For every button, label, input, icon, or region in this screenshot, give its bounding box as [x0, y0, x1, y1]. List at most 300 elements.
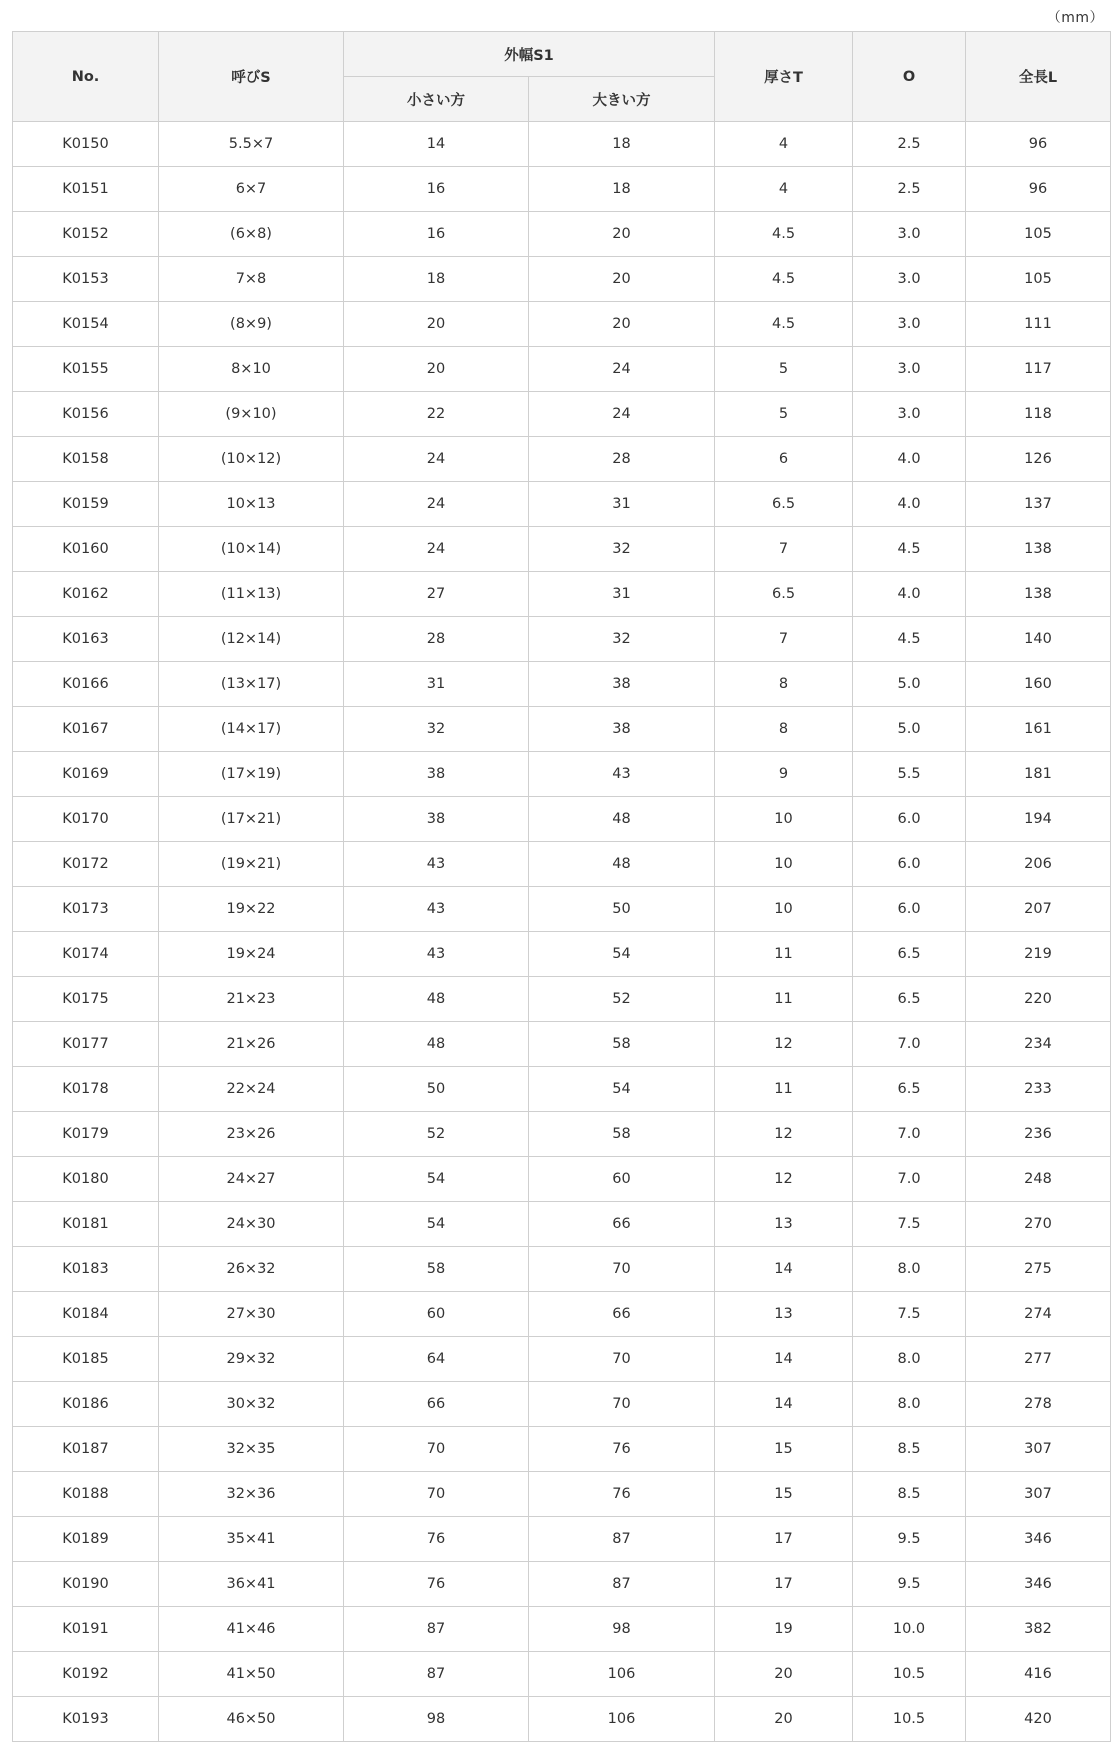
- table-row: [13, 1472, 1111, 1517]
- cell-no: K0153: [13, 257, 159, 302]
- cell-nominal: 23×26: [159, 1112, 344, 1157]
- cell-thickness: 15: [715, 1427, 853, 1472]
- cell-outer-small: 54: [344, 1202, 529, 1247]
- cell-nominal: 26×32: [159, 1247, 344, 1292]
- cell-outer-small: 18: [344, 257, 529, 302]
- cell-o: 3.0: [853, 302, 966, 347]
- cell-outer-small: 48: [344, 977, 529, 1022]
- cell-outer-large: 106: [529, 1652, 715, 1697]
- table-row: [13, 1337, 1111, 1382]
- cell-thickness: 12: [715, 1022, 853, 1067]
- cell-length: 219: [966, 932, 1111, 977]
- table-row: [13, 1202, 1111, 1247]
- cell-outer-small: 60: [344, 1292, 529, 1337]
- cell-thickness: 12: [715, 1112, 853, 1157]
- cell-o: 6.0: [853, 842, 966, 887]
- cell-outer-small: 31: [344, 662, 529, 707]
- table-row: [13, 842, 1111, 887]
- cell-nominal: 6×7: [159, 167, 344, 212]
- cell-outer-small: 64: [344, 1337, 529, 1382]
- cell-outer-small: 16: [344, 167, 529, 212]
- cell-outer-large: 87: [529, 1517, 715, 1562]
- table-row: [13, 1292, 1111, 1337]
- cell-thickness: 17: [715, 1562, 853, 1607]
- cell-o: 4.0: [853, 572, 966, 617]
- cell-thickness: 8: [715, 662, 853, 707]
- cell-no: K0192: [13, 1652, 159, 1697]
- cell-nominal: 24×27: [159, 1157, 344, 1202]
- cell-o: 5.0: [853, 707, 966, 752]
- cell-nominal: (9×10): [159, 392, 344, 437]
- cell-outer-small: 98: [344, 1697, 529, 1742]
- cell-nominal: (17×19): [159, 752, 344, 797]
- cell-outer-large: 76: [529, 1472, 715, 1517]
- table-row: [13, 1517, 1111, 1562]
- table-row: [13, 482, 1111, 527]
- cell-thickness: 14: [715, 1247, 853, 1292]
- cell-thickness: 8: [715, 707, 853, 752]
- cell-length: 277: [966, 1337, 1111, 1382]
- cell-length: 307: [966, 1427, 1111, 1472]
- cell-outer-large: 70: [529, 1337, 715, 1382]
- spec-table: [12, 31, 1111, 1742]
- table-row: [13, 887, 1111, 932]
- cell-thickness: 11: [715, 977, 853, 1022]
- cell-o: 3.0: [853, 257, 966, 302]
- cell-outer-small: 28: [344, 617, 529, 662]
- cell-length: 194: [966, 797, 1111, 842]
- cell-thickness: 5: [715, 347, 853, 392]
- cell-outer-small: 43: [344, 842, 529, 887]
- cell-o: 10.5: [853, 1697, 966, 1742]
- cell-o: 6.0: [853, 797, 966, 842]
- cell-outer-small: 54: [344, 1157, 529, 1202]
- table-row: [13, 1652, 1111, 1697]
- cell-nominal: 24×30: [159, 1202, 344, 1247]
- cell-length: 420: [966, 1697, 1111, 1742]
- cell-outer-large: 50: [529, 887, 715, 932]
- cell-outer-small: 38: [344, 752, 529, 797]
- unit-label: （mm）: [1046, 10, 1104, 26]
- table-row: [13, 437, 1111, 482]
- table-row: [13, 572, 1111, 617]
- cell-outer-large: 31: [529, 482, 715, 527]
- cell-o: 5.5: [853, 752, 966, 797]
- cell-no: K0187: [13, 1427, 159, 1472]
- cell-outer-small: 50: [344, 1067, 529, 1112]
- cell-length: 274: [966, 1292, 1111, 1337]
- cell-no: K0180: [13, 1157, 159, 1202]
- cell-thickness: 6.5: [715, 572, 853, 617]
- cell-length: 96: [966, 167, 1111, 212]
- header-length: 全長L: [966, 32, 1111, 122]
- cell-no: K0167: [13, 707, 159, 752]
- cell-outer-small: 14: [344, 122, 529, 167]
- cell-outer-small: 66: [344, 1382, 529, 1427]
- cell-outer-large: 48: [529, 842, 715, 887]
- cell-outer-small: 16: [344, 212, 529, 257]
- table-row: [13, 1022, 1111, 1067]
- cell-outer-small: 48: [344, 1022, 529, 1067]
- cell-length: 207: [966, 887, 1111, 932]
- cell-nominal: 10×13: [159, 482, 344, 527]
- cell-o: 3.0: [853, 392, 966, 437]
- cell-length: 117: [966, 347, 1111, 392]
- cell-no: K0154: [13, 302, 159, 347]
- table-row: [13, 617, 1111, 662]
- cell-no: K0170: [13, 797, 159, 842]
- cell-outer-large: 54: [529, 932, 715, 977]
- cell-length: 233: [966, 1067, 1111, 1112]
- cell-o: 7.5: [853, 1292, 966, 1337]
- table-row: [13, 1697, 1111, 1742]
- cell-outer-small: 24: [344, 482, 529, 527]
- cell-outer-large: 31: [529, 572, 715, 617]
- cell-no: K0162: [13, 572, 159, 617]
- cell-outer-large: 58: [529, 1022, 715, 1067]
- cell-outer-small: 24: [344, 437, 529, 482]
- cell-no: K0190: [13, 1562, 159, 1607]
- cell-outer-small: 58: [344, 1247, 529, 1292]
- cell-length: 105: [966, 257, 1111, 302]
- cell-nominal: 21×23: [159, 977, 344, 1022]
- cell-outer-large: 52: [529, 977, 715, 1022]
- cell-outer-small: 20: [344, 347, 529, 392]
- cell-outer-large: 38: [529, 707, 715, 752]
- header-nominal: 呼びS: [159, 32, 344, 122]
- cell-outer-large: 98: [529, 1607, 715, 1652]
- cell-o: 7.5: [853, 1202, 966, 1247]
- cell-no: K0185: [13, 1337, 159, 1382]
- cell-outer-small: 43: [344, 887, 529, 932]
- cell-length: 382: [966, 1607, 1111, 1652]
- cell-o: 6.5: [853, 932, 966, 977]
- cell-outer-large: 106: [529, 1697, 715, 1742]
- cell-length: 236: [966, 1112, 1111, 1157]
- cell-o: 4.0: [853, 437, 966, 482]
- cell-o: 8.0: [853, 1247, 966, 1292]
- table-row: [13, 1427, 1111, 1472]
- cell-length: 111: [966, 302, 1111, 347]
- cell-nominal: 19×24: [159, 932, 344, 977]
- cell-o: 7.0: [853, 1022, 966, 1067]
- cell-outer-large: 66: [529, 1292, 715, 1337]
- cell-length: 138: [966, 527, 1111, 572]
- cell-nominal: 7×8: [159, 257, 344, 302]
- cell-outer-large: 58: [529, 1112, 715, 1157]
- cell-o: 7.0: [853, 1112, 966, 1157]
- cell-nominal: (10×12): [159, 437, 344, 482]
- cell-thickness: 6.5: [715, 482, 853, 527]
- cell-no: K0155: [13, 347, 159, 392]
- cell-length: 181: [966, 752, 1111, 797]
- cell-thickness: 4.5: [715, 212, 853, 257]
- cell-length: 346: [966, 1562, 1111, 1607]
- cell-no: K0193: [13, 1697, 159, 1742]
- cell-length: 416: [966, 1652, 1111, 1697]
- cell-thickness: 13: [715, 1292, 853, 1337]
- cell-outer-large: 87: [529, 1562, 715, 1607]
- cell-nominal: (12×14): [159, 617, 344, 662]
- cell-o: 2.5: [853, 167, 966, 212]
- cell-outer-large: 43: [529, 752, 715, 797]
- cell-no: K0158: [13, 437, 159, 482]
- cell-o: 7.0: [853, 1157, 966, 1202]
- cell-o: 6.0: [853, 887, 966, 932]
- table-row: [13, 527, 1111, 572]
- table-row: [13, 1607, 1111, 1652]
- cell-length: 140: [966, 617, 1111, 662]
- cell-nominal: 36×41: [159, 1562, 344, 1607]
- cell-outer-large: 70: [529, 1382, 715, 1427]
- cell-length: 161: [966, 707, 1111, 752]
- cell-thickness: 11: [715, 932, 853, 977]
- cell-thickness: 14: [715, 1382, 853, 1427]
- header-smaller: 小さい方: [344, 77, 529, 122]
- cell-length: 270: [966, 1202, 1111, 1247]
- cell-nominal: 41×50: [159, 1652, 344, 1697]
- cell-outer-small: 70: [344, 1472, 529, 1517]
- table-row: [13, 662, 1111, 707]
- cell-length: 278: [966, 1382, 1111, 1427]
- cell-o: 8.5: [853, 1472, 966, 1517]
- cell-no: K0169: [13, 752, 159, 797]
- cell-no: K0156: [13, 392, 159, 437]
- cell-outer-large: 20: [529, 302, 715, 347]
- cell-nominal: 41×46: [159, 1607, 344, 1652]
- cell-nominal: (14×17): [159, 707, 344, 752]
- cell-no: K0181: [13, 1202, 159, 1247]
- cell-no: K0160: [13, 527, 159, 572]
- cell-outer-small: 27: [344, 572, 529, 617]
- cell-thickness: 4: [715, 167, 853, 212]
- cell-o: 9.5: [853, 1517, 966, 1562]
- header-larger: 大きい方: [529, 77, 715, 122]
- cell-thickness: 12: [715, 1157, 853, 1202]
- cell-thickness: 4.5: [715, 257, 853, 302]
- cell-o: 8.0: [853, 1382, 966, 1427]
- cell-thickness: 20: [715, 1652, 853, 1697]
- cell-no: K0174: [13, 932, 159, 977]
- cell-thickness: 6: [715, 437, 853, 482]
- cell-length: 138: [966, 572, 1111, 617]
- cell-thickness: 10: [715, 842, 853, 887]
- cell-length: 275: [966, 1247, 1111, 1292]
- cell-no: K0163: [13, 617, 159, 662]
- cell-no: K0172: [13, 842, 159, 887]
- cell-o: 2.5: [853, 122, 966, 167]
- cell-no: K0186: [13, 1382, 159, 1427]
- cell-no: K0188: [13, 1472, 159, 1517]
- cell-outer-large: 28: [529, 437, 715, 482]
- cell-thickness: 4.5: [715, 302, 853, 347]
- cell-length: 248: [966, 1157, 1111, 1202]
- cell-outer-small: 43: [344, 932, 529, 977]
- cell-thickness: 20: [715, 1697, 853, 1742]
- cell-no: K0175: [13, 977, 159, 1022]
- cell-outer-small: 76: [344, 1562, 529, 1607]
- table-row: [13, 932, 1111, 977]
- cell-outer-large: 54: [529, 1067, 715, 1112]
- table-row: [13, 977, 1111, 1022]
- cell-outer-large: 18: [529, 167, 715, 212]
- cell-outer-small: 87: [344, 1652, 529, 1697]
- cell-o: 4.5: [853, 527, 966, 572]
- cell-nominal: (8×9): [159, 302, 344, 347]
- cell-thickness: 15: [715, 1472, 853, 1517]
- cell-length: 126: [966, 437, 1111, 482]
- cell-no: K0184: [13, 1292, 159, 1337]
- cell-outer-small: 24: [344, 527, 529, 572]
- cell-length: 307: [966, 1472, 1111, 1517]
- cell-thickness: 13: [715, 1202, 853, 1247]
- cell-outer-large: 24: [529, 392, 715, 437]
- cell-o: 10.0: [853, 1607, 966, 1652]
- cell-o: 10.5: [853, 1652, 966, 1697]
- table-row: [13, 392, 1111, 437]
- cell-no: K0151: [13, 167, 159, 212]
- cell-outer-large: 20: [529, 212, 715, 257]
- cell-no: K0191: [13, 1607, 159, 1652]
- table-row: [13, 257, 1111, 302]
- cell-outer-large: 20: [529, 257, 715, 302]
- cell-nominal: 19×22: [159, 887, 344, 932]
- header-outer-width: 外幅S1: [344, 32, 715, 77]
- table-row: [13, 1247, 1111, 1292]
- cell-o: 9.5: [853, 1562, 966, 1607]
- cell-outer-large: 24: [529, 347, 715, 392]
- cell-nominal: (10×14): [159, 527, 344, 572]
- cell-length: 234: [966, 1022, 1111, 1067]
- cell-nominal: (11×13): [159, 572, 344, 617]
- cell-thickness: 10: [715, 887, 853, 932]
- cell-no: K0183: [13, 1247, 159, 1292]
- cell-nominal: 29×32: [159, 1337, 344, 1382]
- cell-nominal: 22×24: [159, 1067, 344, 1112]
- cell-o: 3.0: [853, 347, 966, 392]
- cell-outer-large: 66: [529, 1202, 715, 1247]
- cell-o: 3.0: [853, 212, 966, 257]
- cell-length: 118: [966, 392, 1111, 437]
- cell-length: 137: [966, 482, 1111, 527]
- cell-outer-small: 38: [344, 797, 529, 842]
- cell-o: 6.5: [853, 1067, 966, 1112]
- table-row: [13, 1067, 1111, 1112]
- cell-thickness: 5: [715, 392, 853, 437]
- table-row: [13, 752, 1111, 797]
- cell-outer-small: 87: [344, 1607, 529, 1652]
- cell-outer-large: 48: [529, 797, 715, 842]
- cell-o: 8.0: [853, 1337, 966, 1382]
- cell-outer-small: 22: [344, 392, 529, 437]
- cell-nominal: 27×30: [159, 1292, 344, 1337]
- cell-thickness: 7: [715, 527, 853, 572]
- cell-o: 4.5: [853, 617, 966, 662]
- cell-no: K0159: [13, 482, 159, 527]
- cell-thickness: 4: [715, 122, 853, 167]
- cell-thickness: 7: [715, 617, 853, 662]
- cell-outer-large: 60: [529, 1157, 715, 1202]
- cell-length: 105: [966, 212, 1111, 257]
- cell-no: K0152: [13, 212, 159, 257]
- cell-length: 220: [966, 977, 1111, 1022]
- table-row: [13, 347, 1111, 392]
- cell-outer-small: 70: [344, 1427, 529, 1472]
- table-body: [13, 122, 1111, 1742]
- cell-nominal: 5.5×7: [159, 122, 344, 167]
- cell-nominal: (6×8): [159, 212, 344, 257]
- cell-nominal: 32×36: [159, 1472, 344, 1517]
- header-o: O: [853, 32, 966, 122]
- cell-length: 96: [966, 122, 1111, 167]
- cell-nominal: 8×10: [159, 347, 344, 392]
- table-row: [13, 1382, 1111, 1427]
- cell-outer-small: 20: [344, 302, 529, 347]
- cell-nominal: 32×35: [159, 1427, 344, 1472]
- cell-o: 4.0: [853, 482, 966, 527]
- cell-thickness: 14: [715, 1337, 853, 1382]
- cell-nominal: 21×26: [159, 1022, 344, 1067]
- cell-outer-large: 32: [529, 617, 715, 662]
- cell-no: K0150: [13, 122, 159, 167]
- table-row: [13, 302, 1111, 347]
- cell-no: K0179: [13, 1112, 159, 1157]
- table-row: [13, 167, 1111, 212]
- cell-o: 6.5: [853, 977, 966, 1022]
- cell-outer-small: 52: [344, 1112, 529, 1157]
- cell-thickness: 19: [715, 1607, 853, 1652]
- table-row: [13, 797, 1111, 842]
- cell-nominal: (17×21): [159, 797, 344, 842]
- cell-no: K0189: [13, 1517, 159, 1562]
- cell-nominal: (19×21): [159, 842, 344, 887]
- table-header: [13, 32, 1111, 122]
- cell-outer-large: 70: [529, 1247, 715, 1292]
- cell-thickness: 9: [715, 752, 853, 797]
- cell-length: 160: [966, 662, 1111, 707]
- header-thickness: 厚さT: [715, 32, 853, 122]
- cell-nominal: 30×32: [159, 1382, 344, 1427]
- table-row: [13, 212, 1111, 257]
- header-no: No.: [13, 32, 159, 122]
- cell-length: 346: [966, 1517, 1111, 1562]
- cell-outer-small: 76: [344, 1517, 529, 1562]
- cell-o: 5.0: [853, 662, 966, 707]
- cell-o: 8.5: [853, 1427, 966, 1472]
- cell-outer-large: 32: [529, 527, 715, 572]
- cell-outer-small: 32: [344, 707, 529, 752]
- cell-length: 206: [966, 842, 1111, 887]
- cell-outer-large: 18: [529, 122, 715, 167]
- cell-no: K0178: [13, 1067, 159, 1112]
- cell-thickness: 11: [715, 1067, 853, 1112]
- cell-thickness: 17: [715, 1517, 853, 1562]
- cell-no: K0173: [13, 887, 159, 932]
- cell-outer-large: 76: [529, 1427, 715, 1472]
- table-row: [13, 707, 1111, 752]
- table-row: [13, 122, 1111, 167]
- table-row: [13, 1157, 1111, 1202]
- cell-thickness: 10: [715, 797, 853, 842]
- cell-nominal: (13×17): [159, 662, 344, 707]
- cell-nominal: 46×50: [159, 1697, 344, 1742]
- cell-no: K0177: [13, 1022, 159, 1067]
- cell-outer-large: 38: [529, 662, 715, 707]
- table-row: [13, 1562, 1111, 1607]
- cell-no: K0166: [13, 662, 159, 707]
- table-row: [13, 1112, 1111, 1157]
- cell-nominal: 35×41: [159, 1517, 344, 1562]
